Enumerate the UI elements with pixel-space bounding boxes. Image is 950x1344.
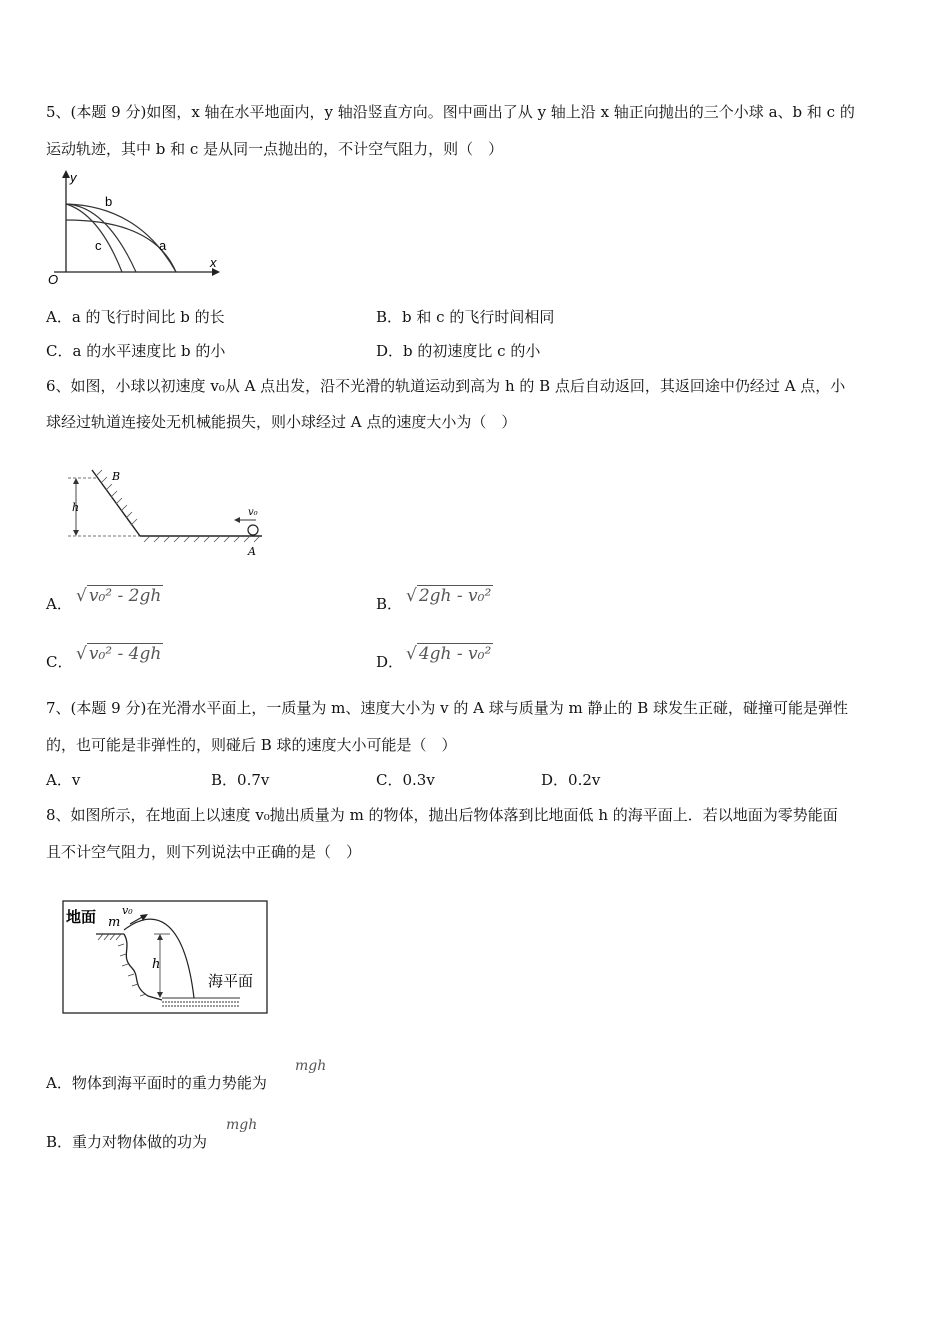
q6-track-figure bbox=[66, 462, 266, 562]
ground-hatch bbox=[144, 536, 260, 542]
m-label: m bbox=[108, 915, 121, 930]
q6-option-d-label[interactable]: D． bbox=[376, 653, 404, 671]
q6-stem-line1: 6、如图，小球以初速度 v₀从 A 点出发，沿不光滑的轨道运动到高为 h 的 B 点后自动返回，其返回途中仍经过 A 点，小 bbox=[46, 377, 846, 395]
q5-option-a[interactable]: A．a 的飞行时间比 b 的长 bbox=[46, 308, 225, 326]
q7-option-c[interactable]: C．0.3v bbox=[376, 771, 435, 789]
label-c: c bbox=[95, 238, 102, 253]
ground-label: 地面 bbox=[66, 908, 97, 926]
q6-stem-line2: 球经过轨道连接处无机械能损失，则小球经过 A 点的速度大小为（ ） bbox=[46, 413, 517, 431]
q5-stem-line2: 运动轨迹，其中 b 和 c 是从同一点抛出的，不计空气阻力，则（ ） bbox=[46, 140, 504, 158]
q8-stem-line1: 8、如图所示，在地面上以速度 v₀抛出质量为 m 的物体，抛出后物体落到比地面低 h 的海平面上．若以地面为零势能面 bbox=[46, 806, 838, 824]
q6-option-c-label[interactable]: C． bbox=[46, 653, 73, 671]
label-b: b bbox=[105, 194, 113, 209]
q5-trajectory-figure bbox=[44, 168, 229, 286]
q8-option-a-expr: mgh bbox=[295, 1058, 327, 1074]
q6-option-c-formula: √ v₀² - 4gh bbox=[76, 644, 162, 664]
q8-stem-line2: 且不计空气阻力，则下列说法中正确的是（ ） bbox=[46, 843, 362, 861]
q8-cliff-figure bbox=[62, 900, 270, 1016]
q5-option-d[interactable]: D．b 的初速度比 c 的小 bbox=[376, 342, 541, 360]
q7-stem-line2: 的，也可能是非弹性的，则碰后 B 球的速度大小可能是（ ） bbox=[46, 736, 457, 754]
q6-option-b-expr: 2gh - v₀² bbox=[418, 586, 492, 606]
q7-stem-line1: 7、(本题 9 分)在光滑水平面上，一质量为 m、速度大小为 v 的 A 球与质量为 m 静止的 B 球发生正碰，碰撞可能是弹性 bbox=[46, 699, 849, 717]
h-label: h bbox=[72, 501, 80, 514]
q7-option-b[interactable]: B．0.7v bbox=[211, 771, 270, 789]
y-label: y bbox=[70, 170, 77, 185]
a-label: A bbox=[248, 545, 256, 558]
label-a: a bbox=[159, 238, 167, 253]
q6-option-c-expr: v₀² - 4gh bbox=[88, 644, 162, 664]
q5-option-c[interactable]: C．a 的水平速度比 b 的小 bbox=[46, 342, 226, 360]
sea-label: 海平面 bbox=[208, 972, 254, 990]
origin-label: O bbox=[48, 272, 59, 286]
q8-option-b-expr: mgh bbox=[226, 1117, 258, 1133]
q6-option-d-expr: 4gh - v₀² bbox=[418, 644, 492, 664]
q6-option-b-formula: √ 2gh - v₀² bbox=[406, 586, 492, 606]
v0-label: v₀ bbox=[248, 507, 258, 518]
q8-option-b[interactable]: B．重力对物体做的功为 bbox=[46, 1133, 208, 1151]
b-label: B bbox=[112, 470, 121, 483]
q7-option-d[interactable]: D．0.2v bbox=[541, 771, 601, 789]
q7-option-a[interactable]: A．v bbox=[46, 771, 81, 789]
y-axis-arrow bbox=[62, 170, 70, 178]
ball-icon bbox=[248, 525, 258, 535]
q6-option-b-label[interactable]: B． bbox=[376, 595, 403, 613]
q6-option-a-expr: v₀² - 2gh bbox=[88, 586, 162, 606]
v0-label: v₀ bbox=[122, 904, 133, 917]
x-label: x bbox=[210, 255, 217, 270]
h-label: h bbox=[152, 957, 161, 972]
q8-option-a[interactable]: A．物体到海平面时的重力势能为 bbox=[46, 1074, 267, 1092]
q6-option-a-label[interactable]: A． bbox=[46, 595, 72, 613]
q5-stem-line1: 5、(本题 9 分)如图，x 轴在水平地面内，y 轴沿竖直方向。图中画出了从 y 轴上沿 x 轴正向抛出的三个小球 a、b 和 c 的 bbox=[46, 103, 855, 121]
q5-option-b[interactable]: B．b 和 c 的飞行时间相同 bbox=[376, 308, 555, 326]
q6-option-a-formula: √ v₀² - 2gh bbox=[76, 586, 162, 606]
q6-option-d-formula: √ 4gh - v₀² bbox=[406, 644, 492, 664]
